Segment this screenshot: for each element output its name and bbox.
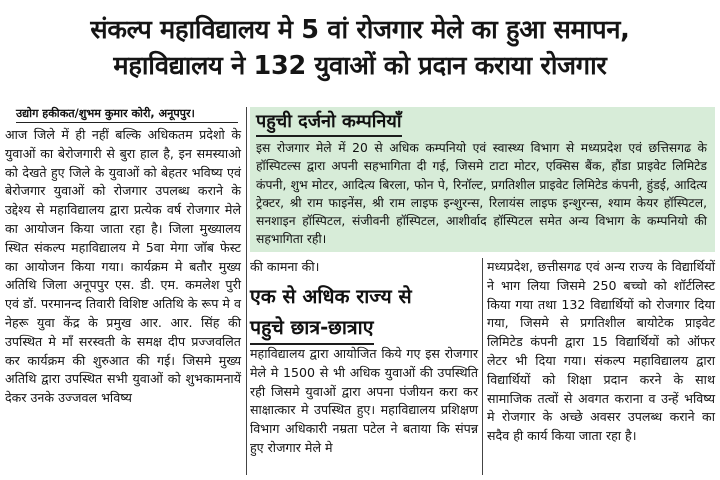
- headline: [0, 0, 720, 101]
- companies-box: [250, 107, 715, 252]
- companies-box-heading: पहुची दर्जनो कम्पनियाँ: [256, 109, 402, 137]
- companies-box-text: इस रोजगार मेले में 20 से अधिक कम्पनियो एवं स्वास्थ्य विभाग से मध्यप्रदेश एवं छत्तिसगढ के हॉस्पिटल्स द्वारा अपनी सहभागिता दी गई, जिसमे टाटा मोटर, एक्सिस बैंक, हौंडा प्राइवेट लिमिटेड कंपनी, शुभ मोटर, आदित्य बिरला, फोन पे, रिनॉल्ट, प्रगतिशील प्राइवेट लिमिटेड कंपनी, हुंडई, आदित्य ट्रेक्टर, श्री राम फाइनेंस, श्री राम लाइफ इन्शुरन्स, रिलायंस लाइफ इन्शुरन्स, श्याम केयर हॉस्पिटल, सनशाइन हॉस्पिटल, संजीवनी हॉस्पिटल, आशीर्वाद हॉस्पिटल समेत अन्य विभाग के कम्पनियो की सहभागिता रही।: [256, 141, 707, 247]
- subheading-states: [250, 281, 478, 345]
- article-column-3: मध्यप्रदेश, छत्तीसगढ एवं अन्य राज्य के विद्यार्थियों ने भाग लिया जिसमे 250 बच्चो को शॉर्टलिस्ट किया गया तथा 132 विद्यार्थियों को रोजगार दिया गया, जिसमे से प्रगतिशील बायोटेक प्राइवेट लिमिटेड कंपनी द्वारा 15 विद्यार्थियों को ऑफर लेटर भी दिया गया। संकल्प महाविद्यालय द्वारा विद्यार्थियों को शिक्षा प्रदान करने के साथ सामाजिक तत्वों से अवगत कराना व उन्हें भविष्य मे रोजगार के अच्छे अवसर उपलब्ध कराने का सदैव ही कार्य किया जाता रहा है।: [487, 259, 715, 444]
- headline-line-2: महाविद्यालय ने 132 युवाओं को प्रदान कराया रोजगार: [113, 51, 607, 81]
- article-column-2: महाविद्यालय द्वारा आयोजित किये गए इस रोजगार मेले मे 1500 से भी अधिक युवाओं की उपस्थिति रही जिसमे युवाओं द्वारा अपना पंजीयन करा कर साक्षात्कार मे उपस्थित हुए। महाविद्यालय प्रशिक्षण विभाग अधिकारी नम्रता पटेल ने बताया कि संपन्न हुए रोजगार मेले मे: [250, 346, 478, 455]
- byline: उद्योग हकीकत/शुभम कुमार कोरी, अनूपपुर।: [16, 106, 238, 123]
- headline-line-1: संकल्प महाविद्यालय मे 5 वां रोजगार मेले का हुआ समापन,: [90, 15, 630, 45]
- subheading-states-line-2: पहुचे छात्र-छात्राए: [250, 312, 374, 345]
- article-column-1: आज जिले में ही नहीं बल्कि अधिकतम प्रदेशो के युवाओं का बेरोजगारी से बुरा हाल है, इन समस्याओ को देखते हुए जिले के युवाओं को बेहतर भविष्य एवं बेरोजगार युवाओं को रोजगार उपलब्ध कराने के उद्देश्य से महाविद्यालय द्वारा प्रत्येक वर्ष रोजगार मेले का आयोजन किया जाता रहा है। जिला मुख्यालय स्थित संकल्प महाविद्यालय मे 5वा मेगा जॉब फेस्ट का आयोजन किया गया। कार्यक्रम मे बतौर मुख्य अतिथि जिला अनूपपुर एस. डी. एम. कमलेश पुरी एवं डॉ. परमानन्द तिवारी विशिष्ट अतिथि के रूप मे व नेहरू युवा केंद्र के प्रमुख आर. आर. सिंह की उपस्थित मे माँ सरस्वती के समक्ष दीप प्रज्जवलित कर कार्यक्रम की शुरुआत की गई। जिसमे मुख्य अतिथि द्वारा उपस्थित सभी युवाओं को शुभकामनायें देकर उनके उज्जवल भविष्य: [5, 127, 241, 406]
- column-divider: [246, 107, 247, 475]
- subheading-states-line-1: एक से अधिक राज्य से: [250, 285, 412, 308]
- column-divider-2: [482, 258, 483, 475]
- column-2-continuation: की कामना की।: [250, 259, 320, 274]
